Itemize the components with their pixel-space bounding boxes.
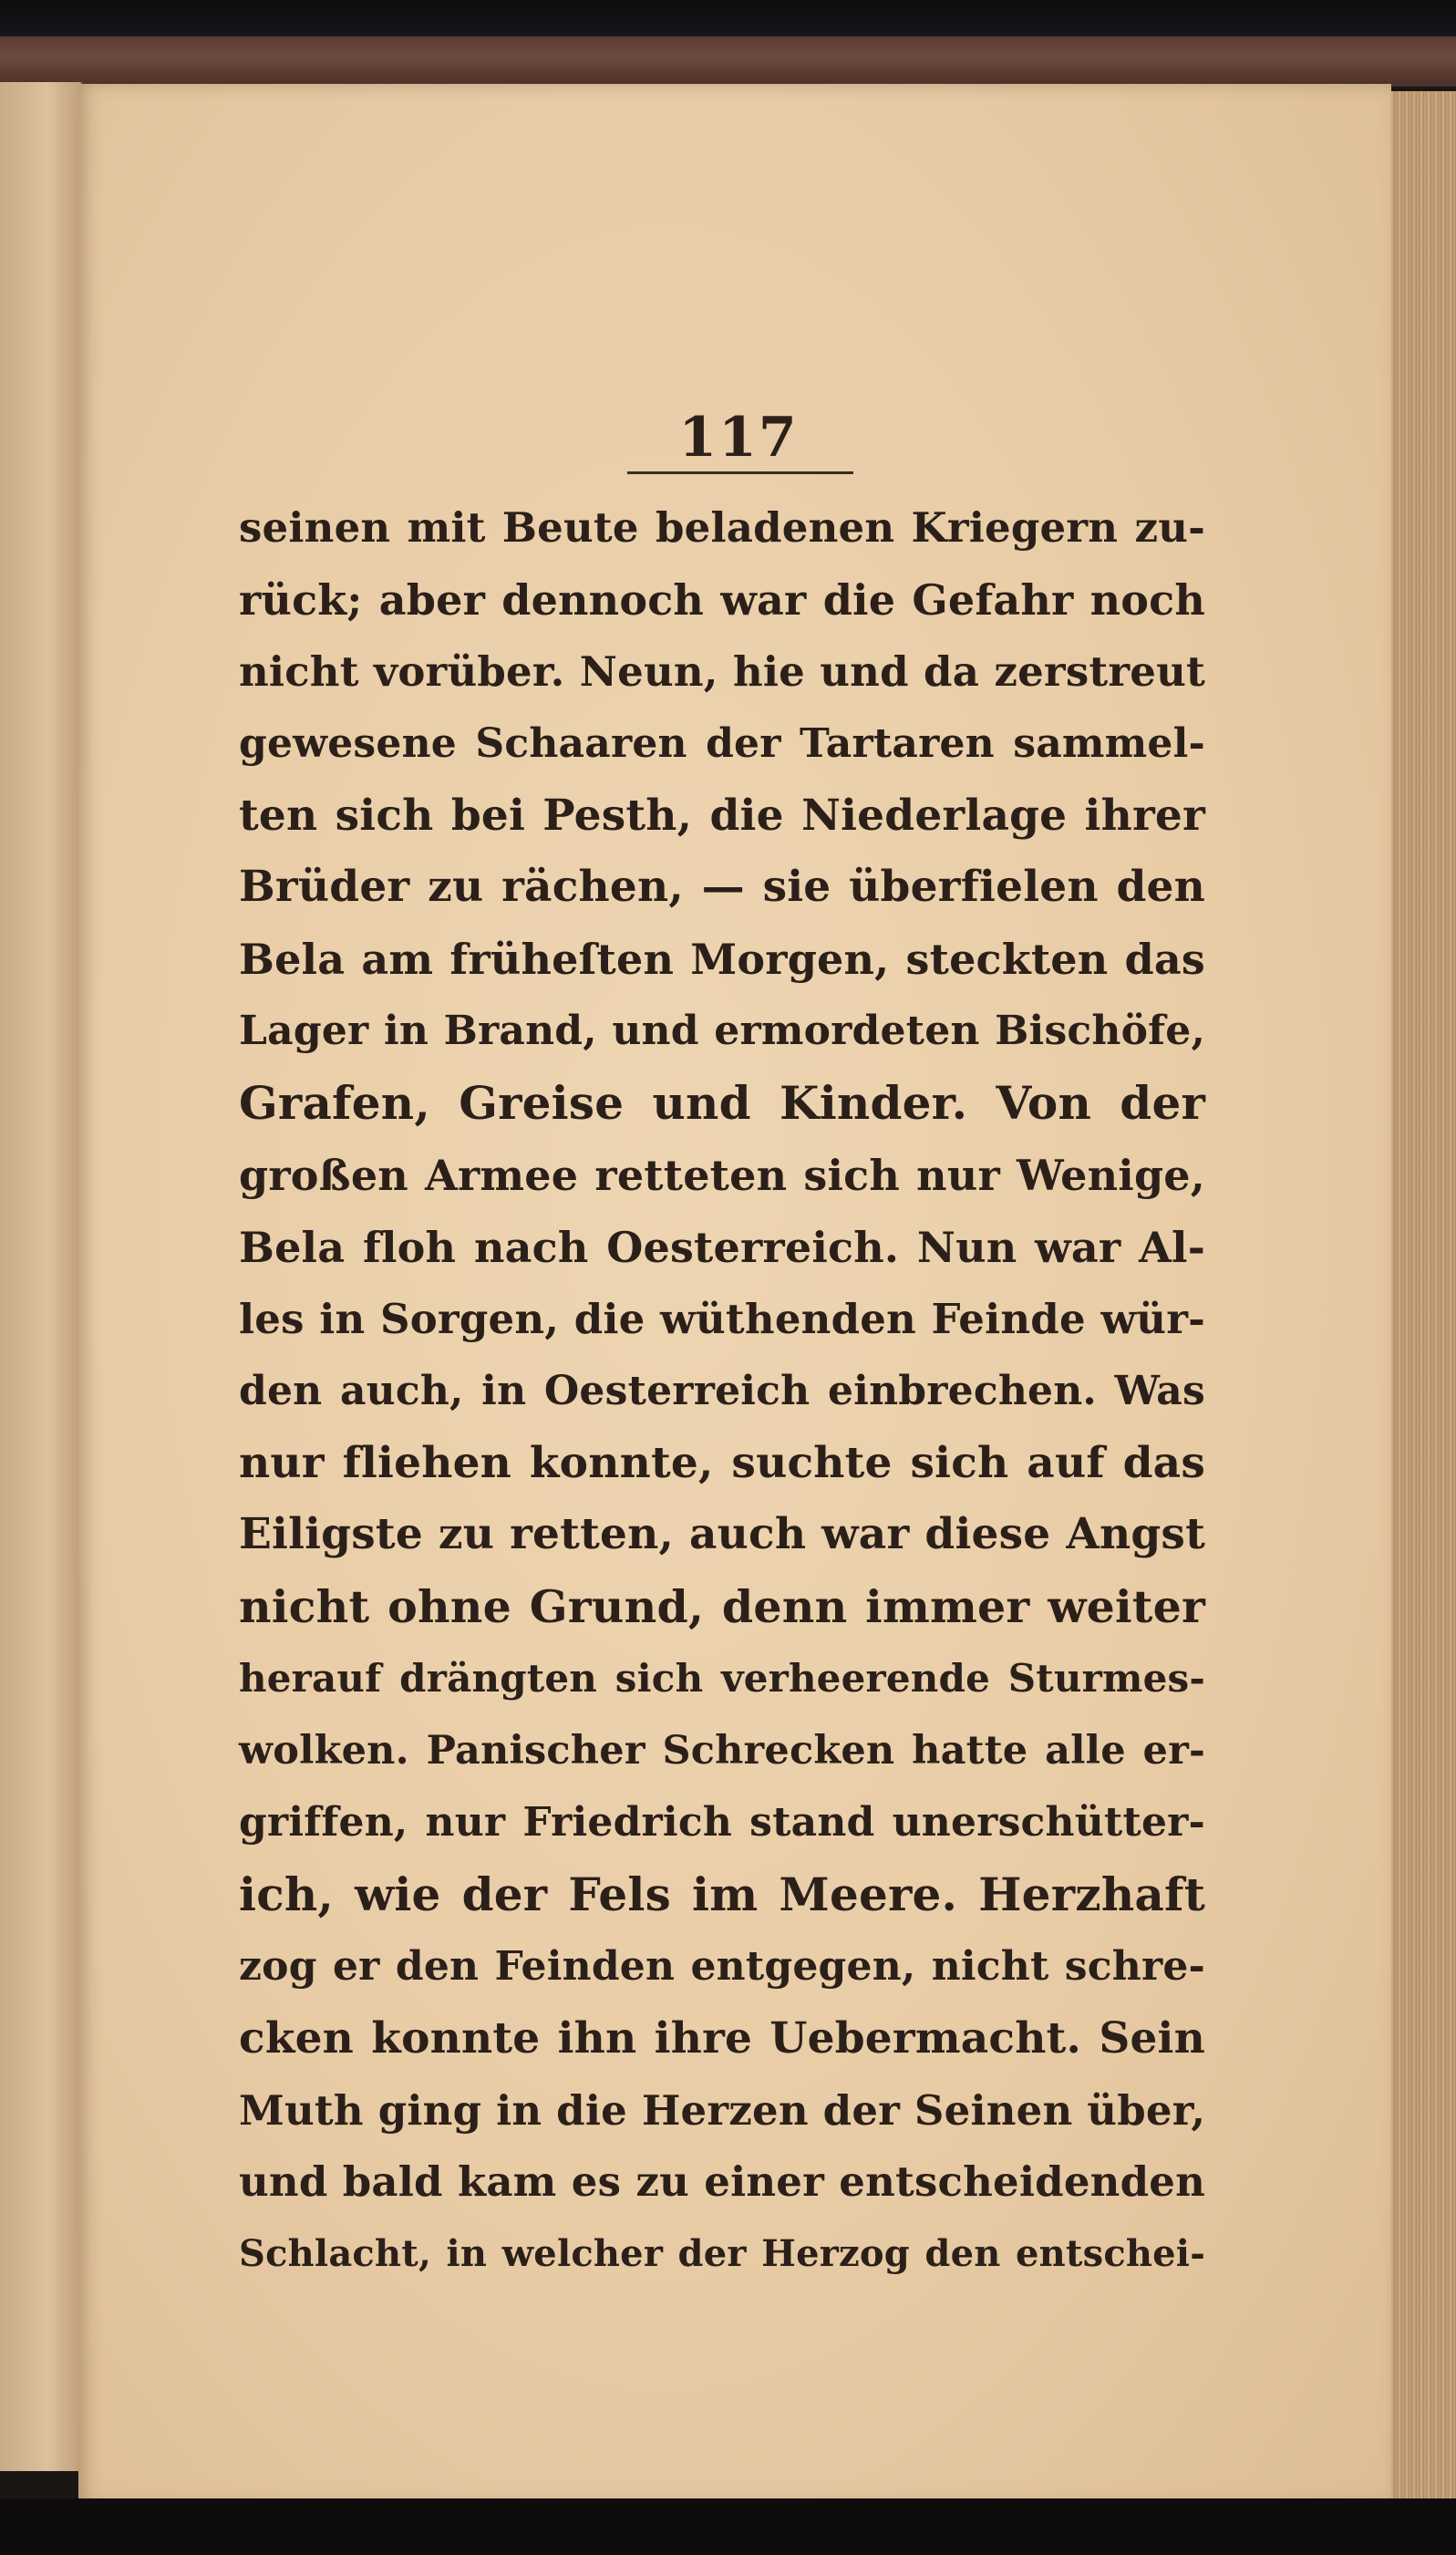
text-line: Muth ging in die Herzen der Seinen über, <box>239 2085 1206 2135</box>
text-line: nur fliehen konnte, suchte sich auf das <box>239 1437 1205 1488</box>
text-line: wolken. Panischer Schrecken hatte alle er- <box>239 1728 1205 1774</box>
text-line: großen Armee retteten sich nur Wenige, <box>239 1151 1205 1201</box>
text-line: Lager in Brand, und ermordeten Bischöfe, <box>239 1008 1205 1055</box>
text-line: Eiligste zu retten, auch war diese Angst <box>239 1509 1205 1560</box>
previous-page-edge <box>0 82 82 2471</box>
text-line: zog er den Feinden entgegen, nicht schre- <box>239 1942 1205 1990</box>
page-number: 117 <box>678 406 799 470</box>
text-line: und bald kam es zu einer entscheidenden <box>239 2157 1205 2207</box>
text-line: Brüder zu rächen, — sie überfielen den <box>239 862 1205 913</box>
text-line: gewesene Schaaren der Tartaren sammel- <box>239 719 1205 767</box>
body-text <box>239 492 1205 2291</box>
background-top <box>0 0 1456 36</box>
text-line: herauf drängten sich verheerende Sturmes- <box>239 1656 1205 1702</box>
text-line: nicht vorüber. Neun, hie und da zerstreut <box>239 647 1205 696</box>
text-line: nicht ohne Grund, denn immer weiter <box>239 1580 1205 1634</box>
text-line: seinen mit Beute beladenen Kriegern zu- <box>239 503 1205 552</box>
book-cover-edge <box>0 36 1456 87</box>
text-line: Bela floh nach Oesterreich. Nun war Al- <box>239 1222 1205 1272</box>
text-line: ich, wie der Fels im Meere. Herzhaft <box>239 1867 1205 1921</box>
page-stack-edges <box>1386 91 1456 2498</box>
text-line: griffen, nur Friedrich stand unerschütter- <box>239 1799 1205 1846</box>
text-line: ten sich bei Pesth, die Niederlage ihrer <box>239 790 1205 841</box>
header-rule <box>627 471 853 474</box>
text-line: den auch, in Oesterreich einbrechen. Was <box>239 1367 1205 1414</box>
background-bottom <box>0 2498 1456 2555</box>
text-line: Bela am früheſten Morgen, steckten das <box>239 935 1205 985</box>
text-line: Schlacht, in welcher der Herzog den entschei- <box>239 2232 1205 2276</box>
text-line: cken konnte ihn ihre Uebermacht. Sein <box>239 2012 1205 2064</box>
text-line: Grafen, Greise und Kinder. Von der <box>239 1076 1205 1131</box>
text-line: les in Sorgen, die wüthenden Feinde wür- <box>239 1294 1205 1343</box>
text-line: rück; aber dennoch war die Gefahr noch <box>239 574 1205 625</box>
